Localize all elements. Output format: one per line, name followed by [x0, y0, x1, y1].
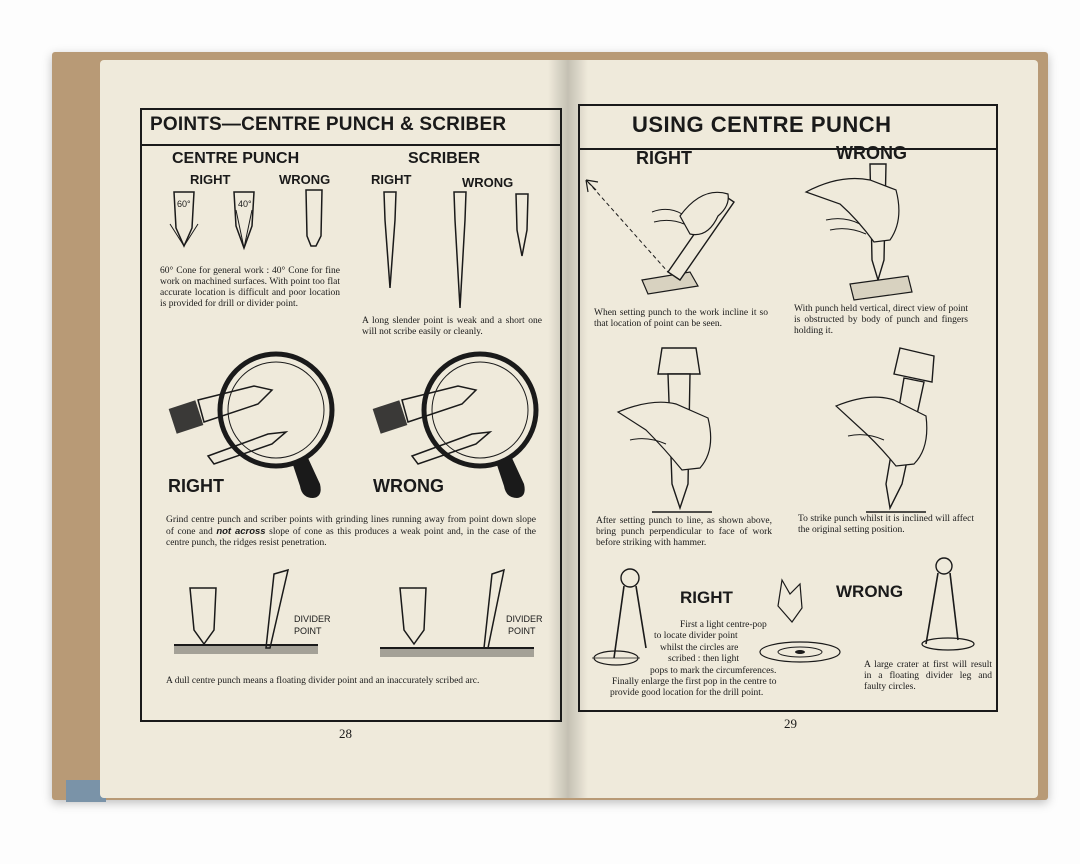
grinding-caption-a: Grind centre punch and scriber points with grinding lines running away from point down slope of cone and — [166, 515, 536, 537]
left-page-number: 28 — [339, 726, 352, 741]
top-right-label: RIGHT — [636, 148, 692, 168]
scriber-right-label: RIGHT — [371, 172, 412, 187]
angle-40-label: 40° — [238, 199, 252, 209]
top-wrong-caption: With punch held vertical, direct view of point is obstructed by body of punch and fingers holding it. — [794, 304, 968, 336]
centre-punch-wrong-label: WRONG — [279, 172, 331, 187]
scriber-illustrations — [378, 190, 538, 310]
bottom-wrong-caption: A large crater at first will result in a floating divider leg and faulty circles. — [864, 660, 992, 692]
bottom-right-label: RIGHT — [680, 588, 733, 607]
centre-punch-heading: CENTRE PUNCH — [172, 150, 300, 167]
left-page-title: POINTS—CENTRE PUNCH & SCRIBER — [150, 114, 507, 135]
vertical-punch-illustration — [800, 160, 950, 310]
perpendicular-punch-illustration — [612, 344, 742, 514]
divider-label-2b: POINT — [508, 626, 536, 636]
bottom-wrong-label: WRONG — [836, 582, 904, 601]
divider-label-1a: DIVIDER — [294, 614, 331, 624]
scriber-caption: A long slender point is weak and a short one will not scribe easily or cleanly. — [362, 316, 542, 337]
caption-line: whilst the circles are — [660, 642, 739, 653]
caption-line: pops to mark the circumferences. — [650, 665, 777, 676]
caption-line: to locate divider point — [654, 631, 738, 642]
inclined-strike-illustration — [830, 344, 960, 514]
bottom-center-caption — [604, 620, 824, 700]
top-wrong-label: WRONG — [836, 143, 907, 163]
grinding-caption-b: slope of cone as this produces a weak point and, in the case of the centre punch, the ridges resist penetration. — [166, 527, 536, 548]
grinding-caption — [166, 515, 536, 549]
middle-left-caption: After setting punch to line, as shown above, bring punch perpendicular to face of work before striking with hammer. — [596, 516, 772, 548]
divider-label-2a: DIVIDER — [506, 614, 543, 624]
centre-punch-caption: 60° Cone for general work : 40° Cone for fine work on machined surfaces. With point too flat accurate location is difficult and poor location is provided for drill or divider point. — [160, 266, 340, 309]
centre-punch-right-label: RIGHT — [190, 172, 231, 187]
caption-line: provide good location for the drill point. — [610, 688, 764, 699]
right-page-number: 29 — [784, 716, 797, 731]
right-page-title: USING CENTRE PUNCH — [632, 112, 892, 137]
angle-60-label: 60° — [177, 199, 191, 209]
top-right-caption: When setting punch to the work incline it so that location of point can be seen. — [594, 308, 768, 329]
scriber-wrong-label: WRONG — [462, 175, 514, 190]
middle-right-caption: To strike punch whilst it is inclined will affect the original setting position. — [798, 514, 974, 535]
caption-line: First a light centre-pop — [680, 620, 767, 630]
caption-line: Finally enlarge the first pop in the centre to — [612, 677, 777, 688]
caption-line: scribed : then light — [668, 654, 739, 665]
divider-circle-wrong-illustration — [918, 556, 978, 656]
grinding-wrong-label: WRONG — [373, 476, 444, 496]
divider-caption: A dull centre punch means a floating divider point and an inaccurately scribed arc. — [166, 676, 480, 686]
divider-point-illustrations — [170, 570, 540, 665]
grinding-right-label: RIGHT — [168, 476, 224, 496]
scriber-heading: SCRIBER — [408, 150, 481, 167]
divider-label-1b: POINT — [294, 626, 322, 636]
grinding-caption-em: not across — [216, 526, 266, 537]
inclined-punch-illustration — [582, 176, 747, 306]
